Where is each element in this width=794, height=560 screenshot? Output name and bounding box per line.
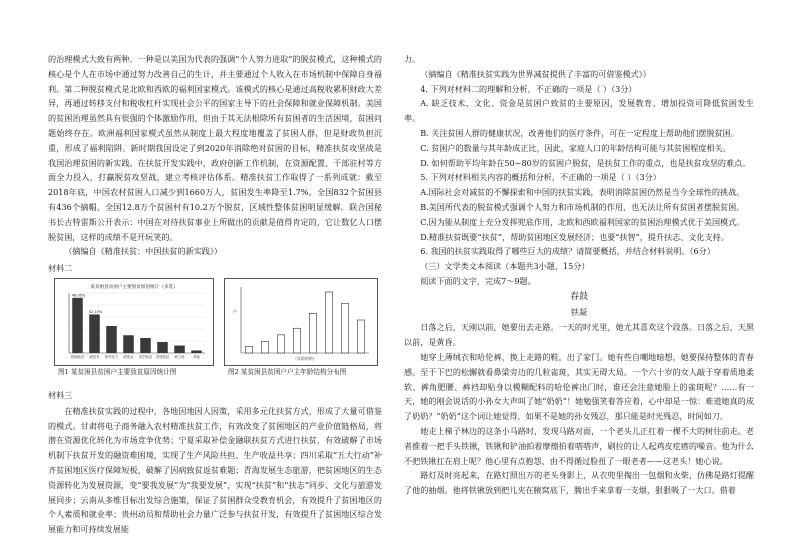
material-1-paragraph: 的治理模式大致有两种。一种是以美国为代表的强调“个人努力进取”的脱贫模式，这种模式的核心是个人在市场中通过努力改善自己的生计，并主要通过个人收入在市场机制中保障自身福利。第二种脱贫模式是北欧和西欧的福利国家模式。该模式的核心是通过高税收累积财政大差异，再通过转移支付和税收杠杆实现社会公平的国家主导下的社会保障和就业保障机制。美国的贫困治理虽然具有很强的个体激励作用，但由于其无法根除所有贫困者的生活困境，贫困问题始终存在。欧洲福利国家模式虽然从制度上最大程度地覆盖了贫困人群，但是财政负担沉重，形成了福利陷阱。新时期我国设定了到2020年消除绝对贫困的目标，精准扶贫攻坚战是我国治理贫困的新实践。在扶贫开发实践中，政府创新工作机制，在资源配置、干部驻村等方面全力投入，打赢脱贫攻坚战，建立考核评估体系。精准扶贫工作取得了一系列成就：截至2018年底，中国农村贫困人口减少到1660万人，贫困发生率降至1.7%。全国832个贫困县有436个摘帽，全国12.8万个贫困村有10.2万个脱贫，区域性整体贫困明显缓解。联合国秘书长古特雷斯公开表示：中国在对待扶贫事业上所做出的贡献是值得肯定的，它让数亿人口摆脱贫困，这样的成绩不是开玩笑的。 (48, 54, 382, 242)
chart-2-bar (341, 303, 348, 353)
question-5-option-a: A.国际社会对减贫的不懈探索和中国的扶贫实践，表明消除贫困仍然是当今全球性的挑战。 (420, 187, 745, 198)
chart-1-tick-label: 因残致贫 (155, 354, 170, 359)
chart-1-bar (123, 335, 134, 353)
section-3-instruction: 阅读下面的文字，完成7～9题。 (420, 275, 536, 286)
chart-2-bar (309, 313, 316, 353)
question-4-option-b: B. 关注贫困人群的健康状况，改善他们的医疗条件，可在一定程度上帮助他们摆脱贫困。 (420, 127, 739, 138)
chart-1-tick-label: 其他 (193, 354, 200, 359)
section-3-heading: （三）文学类文本阅读（本题共3小题，15分） (420, 261, 590, 272)
story-paragraph-1: 日落之后，天刚以前，她要出去走路。一天的时光里，她尤其喜欢这个段落。日落之后，天黑以前，是黄昏。 (404, 322, 754, 348)
chart-2-bar (325, 292, 332, 353)
chart-1-bar (191, 350, 202, 353)
question-4-option-d: D. 如何帮助平均年龄在50~80岁的贫困户脱贫，是扶贫工作的重点，也是扶贫攻坚的难点。 (420, 157, 751, 168)
question-4-option-a: A. 缺乏技术、文化、资金是贫困户致贫的主要原因，发展教育、增加投资可降低贫困发生率。 (404, 98, 754, 124)
material-3-continuation: 力。 (404, 54, 421, 64)
chart-2-age-structure (225, 279, 377, 365)
question-4-option-c: C. 贫困户的数量与其年龄成正比，因此，家庭人口的年龄结构可能与其贫困程度相关。 (420, 142, 731, 153)
story-paragraph-4: 路灯及时亮起来，在路灯照出万的老头身影上，从衣兜里掏出一包烟和火柴，仿佛是路灯提醒了他的抽烟。他将铁锹放到把儿夹在腋窝底下，腾出手来拿着一支烟，狠狠吸了一大口。借着 (404, 470, 754, 496)
material-3-label: 材料三 (48, 389, 73, 400)
material-3-source: （摘编自《精准扶贫实践为世界减贫提供了丰富的可借鉴模式》） (420, 68, 651, 79)
chart-1-frame (54, 278, 214, 366)
material-2-charts (48, 278, 382, 386)
chart-1-bar (89, 314, 100, 353)
question-5-option-d: D.精准扶贫既要“扶贫”，帮助贫困地区发展经济；也要“扶智”，提升扶志、文化支持。 (420, 231, 729, 242)
question-5-option-b: B.美国所代表的脱贫模式强调个人努力和市场机制的作用，也无法让所有贫困者摆脱贫困。 (420, 201, 745, 212)
chart-2-bar (357, 320, 364, 353)
chart-1-data-label: 32.15% (88, 309, 103, 314)
question-5: 5. 下列对材料相关内容的概括和分析，不正确的一项是（ ）（3分） (420, 172, 661, 183)
chart-1-bar (106, 326, 117, 353)
chart-1-tick-label: 缺资金 (123, 354, 134, 359)
chart-1-tick-label: 缺土地 (174, 354, 185, 359)
chart-2-x-label: （年龄结构） (293, 355, 317, 361)
right-column (404, 52, 754, 498)
chart-1-caption: 图1 某贫困县贫困户主要致贫原因统计图 (58, 367, 177, 376)
chart-2-bar (245, 346, 252, 353)
chart-1-tick-label: 缺技术 (89, 354, 100, 359)
material-3-paragraph: 在精准扶贫实践的过程中，各地因地因人因策，采用多元化扶贫方式，形成了大量可借鉴的模式。甘肃将电子商务融入农村精准扶贫工作，有效改变了贫困地区的产业价值链格局，将潜在资源优化转化为市场竞争优势；宁夏采取补偿金融联扶贫方式进行扶贫，有效破解了市场机制下扶贫开发的融资难困境，实现了生产风险共担、生产收益共享；四川采取“五大行动”补齐贫困地区医疗保障短板，破解了因病致贫返贫难题；青海发展生态旅游，把贫困地区的生态资源转化为发展资源，变“要我发展”为“我要发展”，实现“扶贫”和“扶志”同步、文化与旅游发展同步；云南从多维目标出发综合施策，保证了贫困群众受教育机会，有效提升了贫困地区的个人素质和就业率；贵州动员和帮助社会力量广泛参与扶贫开发，有效提升了贫困地区综合发展能力和可持续发展能 (48, 405, 382, 535)
chart-1-title: 某贫困县贫困户主要致贫原因统计（多选） (90, 284, 178, 290)
chart-2-y-label: 户 (233, 308, 238, 314)
chart-1-bar (174, 346, 185, 353)
question-4: 4. 下列对材料二的理解和分析，不正确的一项是（ ）（3分） (420, 83, 637, 94)
chart-2-frame (224, 278, 378, 366)
chart-2-bar (261, 341, 268, 353)
chart-2-caption: 图2 某贫困县贫困户户主年龄结构分布图 (228, 367, 347, 376)
story-author: 铁凝 (570, 306, 588, 317)
story-paragraph-3: 她走上梯子林边的这条小马路时，发现马路对面，一个老头儿正扛着一棵不大的树往前走。老者推着一把手头铁锹，铁锹和铲油拍着摩擦拍着嗒嗒声，刷拉的让人起鸡皮疙瘩的噪音。他为什么不把铁锹扛在肩上呢？他心里有点抱怨，由不得循过脸扭了一眼老者——这老头！她心说。 (404, 425, 754, 466)
story-paragraph-2: 她穿上薄绒衣和哈伦裤，换上走路的鞋，出了家门。她有些自嘲地暗想，她要保持整体的青春感。至于下巴的松懈就看鼻梁旁边的几粒雀斑，其实无碍大局。一个六十岁的女人敲于穿着质地柔软、裤角肥腰、裤裆却贴身以模糊配料的哈伦裤出门时，谁还会注意她脸上的雀斑呢？……有一天，她的刚会说话的小孙女大声叫了她“奶奶”！她勉强笑着答应着，心中却是一惊：难道她真的成了奶奶？“奶奶”这个词让她觉得，如果不是她的孙女残忍，那只能是时光残忍，时间如刀。 (404, 351, 754, 422)
left-column (48, 52, 382, 537)
story-title: 春鼓 (569, 291, 588, 302)
chart-1-bar (72, 298, 83, 353)
question-5-option-c: C.因为能从制度上充分发挥兜底作用，北欧和西欧福利国家的贫困治理模式优于美国模式。 (420, 216, 745, 227)
chart-1-bar (157, 342, 168, 353)
chart-1-bar (140, 338, 151, 353)
chart-1-data-label: 46.00% (71, 293, 86, 298)
chart-2-bar (293, 328, 300, 353)
material-1-source: （摘编自《精准扶贫：中国扶贫的新实践》） (64, 246, 223, 257)
chart-1-poverty-causes (55, 279, 213, 365)
chart-1-tick-label: 因病致贫 (70, 354, 85, 359)
chart-1-tick-label: 因学致贫 (138, 354, 153, 359)
material-2-label: 材料二 (48, 263, 73, 274)
question-6: 6. 我国的扶贫实践取得了哪些巨大的成绩？请简要概括，并结合材料说明。（6分） (420, 246, 715, 257)
chart-2-bar (277, 335, 284, 353)
chart-1-tick-label: 缺劳动力 (104, 354, 119, 359)
